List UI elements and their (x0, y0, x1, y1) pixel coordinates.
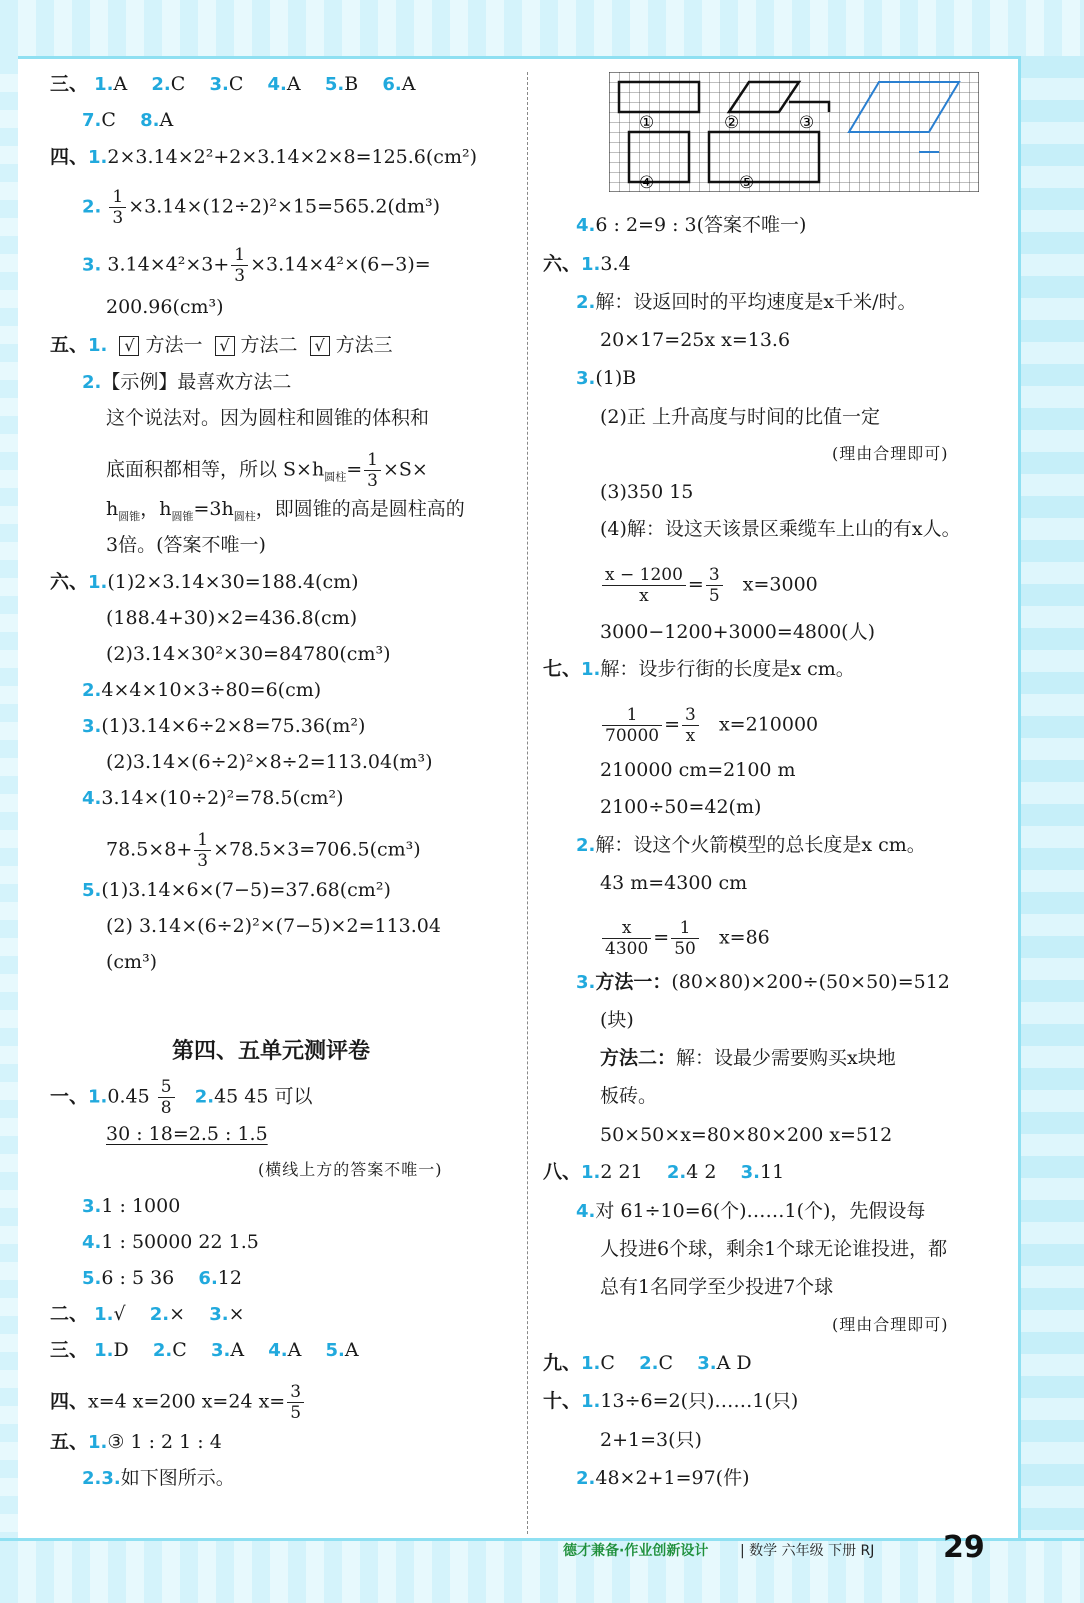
answer-line: 五、1. √ 方法一 √ 方法二 √ 方法三 (50, 334, 393, 356)
shape-label: ③ (799, 113, 815, 133)
fraction: $\frac{x - 1200}{x}$ (602, 565, 686, 606)
answer-line: (2)3.14×30²×30=84780(cm³) (106, 643, 391, 665)
checkbox-checked: √ (119, 336, 139, 356)
shape-label: ① (639, 113, 655, 133)
answer-line: 30 : 18=2.5 : 1.5 (106, 1123, 268, 1145)
answer-line: 43 m=4300 cm (600, 872, 748, 894)
answer-line: 4.对 61÷10=6(个)……1(个)，先假设每 (576, 1200, 926, 1222)
answer-line: 3.方法一：(80×80)×200÷(50×50)=512 (576, 971, 950, 993)
answer-line: 3倍。(答案不唯一) (106, 534, 266, 556)
answer-line: 三、 1.D 2.C 3.A 4.A 5.A (50, 1339, 359, 1361)
answer-line: (2)3.14×(6÷2)²×8÷2=113.04(m³) (106, 751, 433, 773)
fraction: $\frac{3}{5}$ (287, 1382, 304, 1423)
answer-line: 78.5×8+ $\frac{1}{3}$ ×78.5×3=706.5(cm³) (106, 830, 421, 871)
note: (理由合理即可) (832, 444, 949, 463)
answer-line: $\frac{x}{4300}$ = $\frac{1}{50}$ x=86 (600, 918, 770, 959)
answer-line: 2+1=3(只) (600, 1429, 702, 1451)
fraction: $\frac{3}{x}$ (682, 705, 699, 746)
answer-line: 3.1 : 1000 (82, 1195, 181, 1217)
answer-line: 5.6 : 5 36 6.12 (82, 1267, 242, 1289)
fraction: $\frac{1}{50}$ (671, 918, 699, 959)
answer-line: 十、1.13÷6=2(只)……1(只) (543, 1390, 799, 1412)
fraction: $\frac{5}{8}$ (158, 1077, 175, 1118)
left-border-decoration (0, 56, 18, 1538)
answer-line: 五、1.③ 1 : 2 1 : 4 (50, 1431, 222, 1453)
answer-line: 5.(1)3.14×6×(7−5)=37.68(cm²) (82, 879, 391, 901)
note: (理由合理即可) (832, 1315, 949, 1334)
answer-line: 底面积都相等，所以 $S\times h_{圆柱}=$ $\frac{1}{3}$ ×S× (106, 450, 428, 491)
answer-line: 七、1.解：设步行街的长度是x cm。 (543, 658, 855, 680)
answer-line: $\frac{x - 1200}{x}$ = $\frac{3}{5}$ x=3000 (600, 565, 818, 606)
answer-line: 4.1 : 50000 22 1.5 (82, 1231, 259, 1253)
answer-line: 210000 cm=2100 m (600, 759, 796, 781)
answer-line: 八、1.2 21 2.4 2 3.11 (543, 1161, 785, 1183)
answer-line: 2.48×2+1=97(件) (576, 1467, 750, 1489)
fraction: $\frac{1}{3}$ (194, 830, 211, 871)
answer-line: 三、 1.A 2.C 3.C 4.A 5.B 6.A (50, 73, 416, 95)
answer-line: (188.4+30)×2=436.8(cm) (106, 607, 358, 629)
footer-book-info: | 数学 六年级 下册 RJ (740, 1543, 875, 1559)
answer-line: 2.解：设这个火箭模型的总长度是x cm。 (576, 834, 926, 856)
answer-line: 四、1.2×3.14×2²+2×3.14×2×8=125.6(cm²) (50, 146, 477, 168)
answer-line: 人投进6个球，剩余1个球无论谁投进，都 (600, 1238, 948, 1260)
checkbox-checked: √ (310, 336, 330, 356)
answer-line: 3000−1200+3000=4800(人) (600, 621, 875, 643)
answer-line: 2.3.如下图所示。 (82, 1467, 235, 1489)
answer-line: (2)正 上升高度与时间的比值一定 (600, 406, 880, 428)
shape-label: ④ (639, 173, 655, 192)
answer-line: (cm³) (106, 951, 158, 973)
answer-line: (4)解：设这天该景区乘缆车上山的有x人。 (600, 518, 961, 540)
top-border-decoration (0, 0, 1084, 59)
answer-line: 3. 3.14×4²×3+ $\frac{1}{3}$ ×3.14×4²×(6−3)= (82, 245, 431, 286)
section-title: 第四、五单元测评卷 (172, 1039, 371, 1064)
shape-label: ⑤ (739, 173, 755, 192)
answer-line: 一、1.0.45 $\frac{5}{8}$ 2.45 45 可以 (50, 1077, 313, 1118)
answer-line: 3.(1)3.14×6÷2×8=75.36(m²) (82, 715, 366, 737)
answer-line: 3.(1)B (576, 367, 637, 389)
answer-line: 50×50×x=80×80×200 x=512 (600, 1124, 893, 1146)
answer-line: 4.3.14×(10÷2)²=78.5(cm²) (82, 787, 344, 809)
answer-line: 200.96(cm³) (106, 296, 224, 318)
grid-figure (609, 72, 979, 192)
answer-line: (块) (600, 1009, 634, 1031)
shape-label: ② (724, 113, 740, 133)
answer-line: 2.4×4×10×3÷80=6(cm) (82, 679, 322, 701)
answer-line: 六、1.3.4 (543, 253, 631, 275)
answer-line: 方法二：解：设最少需要购买x块地 (600, 1047, 896, 1069)
answer-line: 2.【示例】最喜欢方法二 (82, 371, 292, 393)
right-border-decoration (1018, 56, 1084, 1538)
fraction: $\frac{x}{4300}$ (602, 918, 651, 959)
answer-line: 二、 1.√ 2.× 3.× (50, 1303, 245, 1325)
answer-line: 这个说法对。因为圆柱和圆锥的体积和 (106, 407, 430, 429)
fraction: $\frac{1}{70000}$ (602, 705, 662, 746)
answer-line: 4.6 : 2=9 : 3(答案不唯一) (576, 214, 807, 236)
answer-line: (2) 3.14×(6÷2)²×(7−5)×2=113.04 (106, 915, 441, 937)
answer-line: 2.解：设返回时的平均速度是x千米/时。 (576, 291, 917, 313)
fraction: $\frac{1}{3}$ (109, 187, 126, 228)
bottom-border-decoration (0, 1538, 1084, 1603)
footer-brand: 德才兼备·作业创新设计 (563, 1543, 709, 1559)
fraction: $\frac{1}{3}$ (364, 450, 381, 491)
fraction: $\frac{1}{3}$ (231, 245, 248, 286)
answer-line: 总有1名同学至少投进7个球 (600, 1276, 834, 1298)
answer-line: $\frac{1}{70000}$ = $\frac{3}{x}$ x=210000 (600, 705, 818, 746)
answer-line: 2100÷50=42(m) (600, 796, 762, 818)
answer-line: 2. $\frac{1}{3}$ ×3.14×(12÷2)²×15=565.2(dm³) (82, 187, 441, 228)
answer-line: 四、x=4 x=200 x=24 x= $\frac{3}{5}$ (50, 1382, 306, 1423)
checkbox-checked: √ (215, 336, 235, 356)
answer-line: 20×17=25x x=13.6 (600, 329, 791, 351)
fraction: $\frac{3}{5}$ (706, 565, 723, 606)
column-divider (527, 72, 528, 1534)
answer-line: 7.C 8.A (82, 109, 174, 131)
answer-line: $h_{圆锥}$，$h_{圆锥}=3h_{圆柱}$，即圆锥的高是圆柱高的 (106, 498, 465, 523)
page-number: 29 (943, 1530, 985, 1565)
answer-line: (3)350 15 (600, 481, 694, 503)
answer-line: 九、1.C 2.C 3.A D (543, 1352, 752, 1374)
answer-line: 六、1.(1)2×3.14×30=188.4(cm) (50, 571, 359, 593)
answer-line: 板砖。 (600, 1085, 658, 1107)
note: (横线上方的答案不唯一) (258, 1160, 443, 1179)
